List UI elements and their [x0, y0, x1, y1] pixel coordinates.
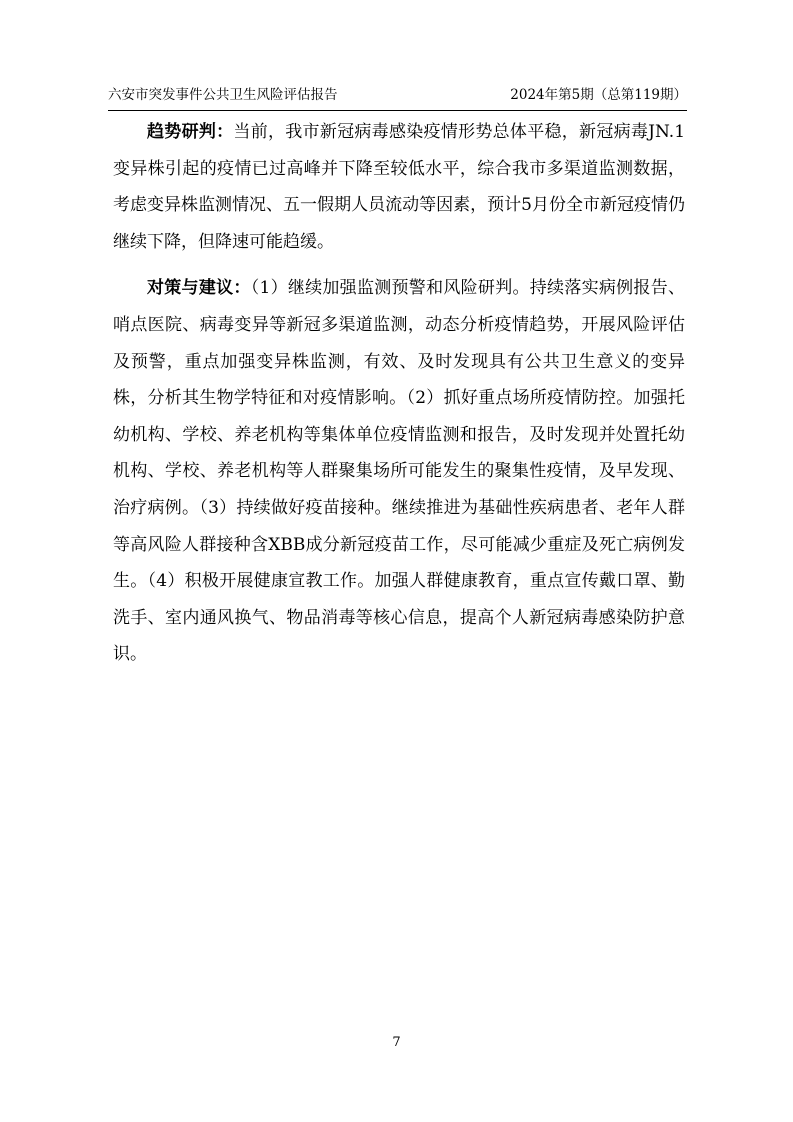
trend-heading: 趋势研判： — [147, 122, 234, 142]
trend-text: 当前，我市新冠病毒感染疫情形势总体平稳，新冠病毒JN.1变异株引起的疫情已过高峰并下降至较低水平，综合我市多渠道监测数据，考虑变异株监测情况、五一假期人员流动等因素，预计5月份全市新冠疫情仍继续下降，但降速可能趋缓。 — [113, 122, 686, 252]
page-header — [108, 84, 687, 111]
trend-paragraph — [113, 114, 685, 260]
report-title: 六安市突发事件公共卫生风险评估报告 — [108, 87, 338, 103]
page-number: 7 — [392, 1035, 401, 1050]
advice-paragraph — [113, 270, 685, 673]
document-body — [113, 114, 685, 683]
advice-heading: 对策与建议： — [147, 278, 251, 299]
issue-number: 2024年第5期（总第119期） — [510, 87, 687, 103]
advice-text: （1）继续加强监测预警和风险研判。持续落实病例报告、哨点医院、病毒变异等新冠多渠道监测，动态分析疫情趋势，开展风险评估及预警，重点加强变异株监测，有效、及时发现具有公共卫生意义的变异株，分析其生物学特征和对疫情影响。（2）抓好重点场所疫情防控。加强托幼机构、学校、养老机构等集体单位疫情监测和报告，及时发现并处置托幼机构、学校、养老机构等人群聚集场所可能发生的聚集性疫情，及早发现、治疗病例。（3）持续做好疫苗接种。继续推进为基础性疾病患者、老年人群等高风险人群接种含XBB成分新冠疫苗工作，尽可能减少重症及死亡病例发生。（4）积极开展健康宣教工作。加强人群健康教育，重点宣传戴口罩、勤洗手、室内通风换气、物品消毒等核心信息，提高个人新冠病毒感染防护意识。 — [113, 278, 685, 665]
